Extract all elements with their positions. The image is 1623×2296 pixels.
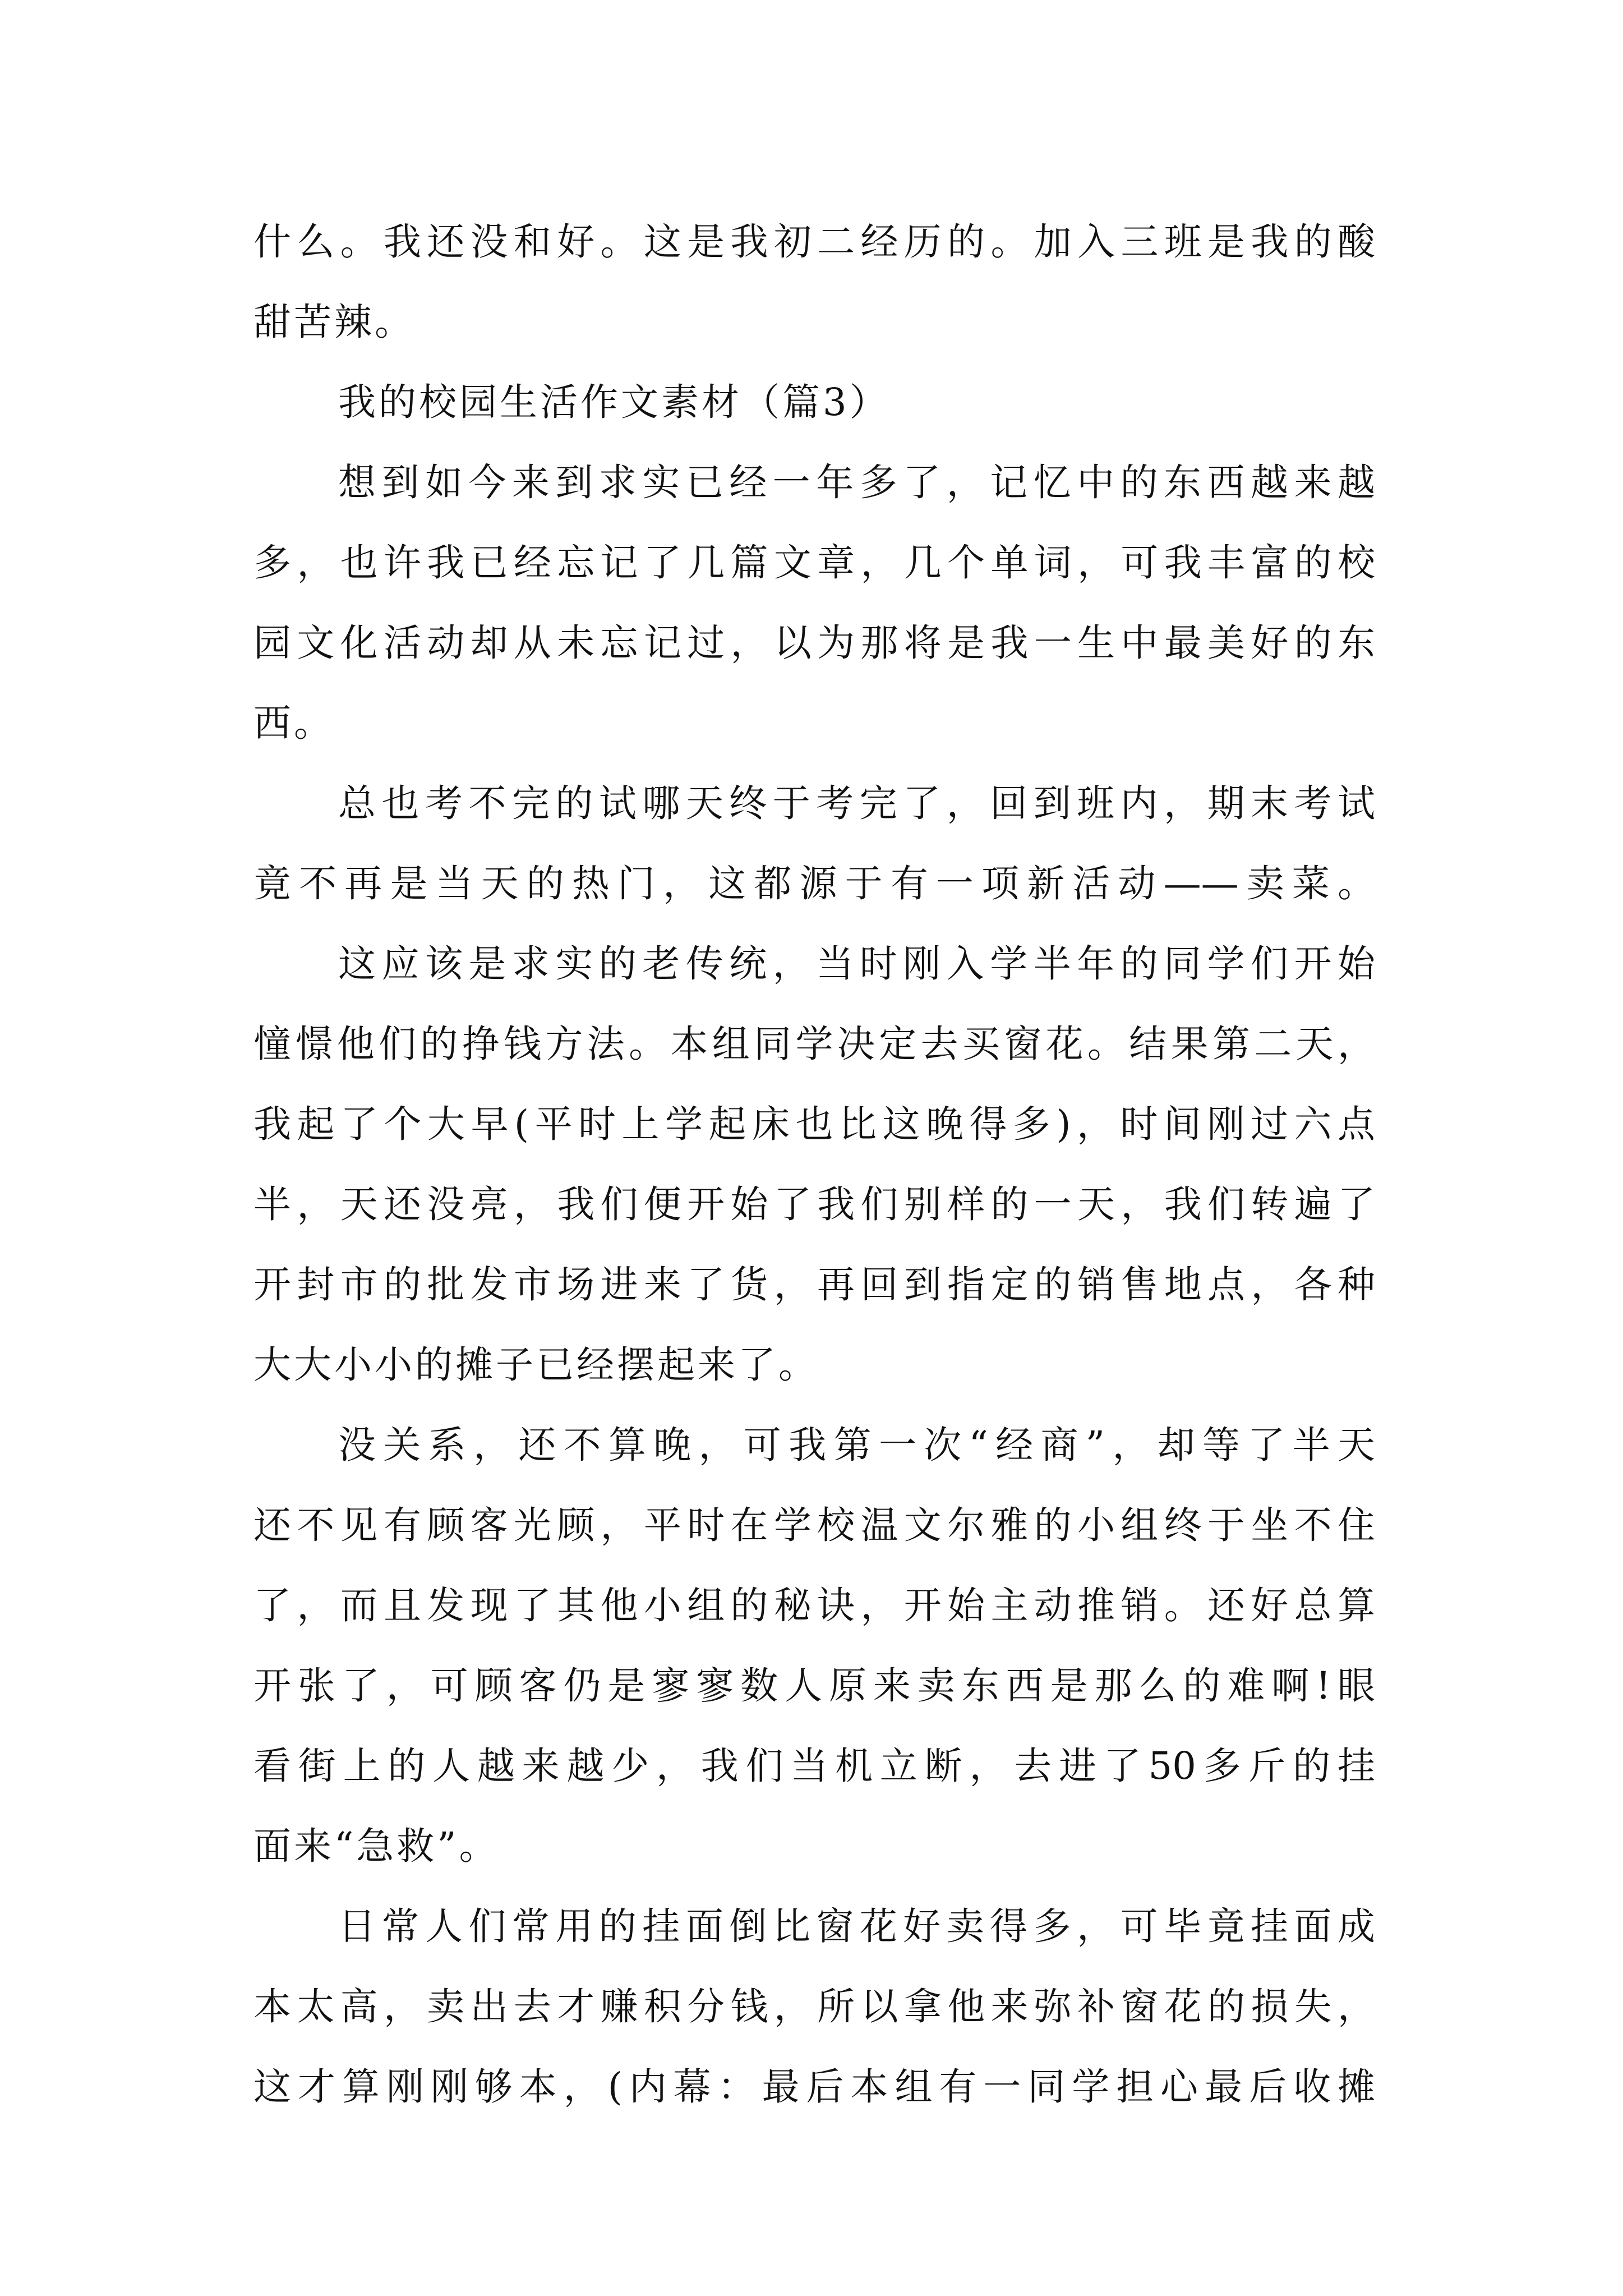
- text-line: 西。: [253, 701, 334, 745]
- text-line: 总也考不完的试哪天终于考完了，回到班内，期末考试: [338, 781, 1375, 825]
- section-heading: 我的校园生活作文素材（篇3）: [338, 380, 890, 424]
- text-line: 开张了，可顾客仍是寥寥数人原来卖东西是那么的难啊!眼: [253, 1664, 1375, 1708]
- text-line: 想到如今来到求实已经一年多了，记忆中的东西越来越: [338, 461, 1375, 504]
- text-line: 还不见有顾客光顾，平时在学校温文尔雅的小组终于坐不住: [253, 1503, 1375, 1547]
- text-line: 面来“急救”。: [253, 1824, 500, 1868]
- text-line: 看街上的人越来越少，我们当机立断，去进了50多斤的挂: [253, 1744, 1375, 1788]
- text-line: 了，而且发现了其他小组的秘诀，开始主动推销。还好总算: [253, 1584, 1375, 1627]
- text-line: 没关系，还不算晚，可我第一次“经商”，却等了半天: [338, 1423, 1375, 1467]
- text-line: 大大小小的摊子已经摆起来了。: [253, 1343, 819, 1387]
- text-line: 本太高，卖出去才赚积分钱，所以拿他来弥补窗花的损失，: [253, 1985, 1375, 2028]
- text-line: 我起了个大早(平时上学起床也比这晚得多)，时间刚过六点: [253, 1102, 1375, 1146]
- text-line: 开封市的批发市场进来了货，再回到指定的销售地点，各种: [253, 1263, 1375, 1306]
- text-line: 多，也许我已经忘记了几篇文章，几个单词，可我丰富的校: [253, 541, 1375, 585]
- text-line: 日常人们常用的挂面倒比窗花好卖得多，可毕竟挂面成: [338, 1904, 1375, 1948]
- text-line: 甜苦辣。: [253, 300, 415, 344]
- text-line: 这应该是求实的老传统，当时刚入学半年的同学们开始: [338, 942, 1375, 986]
- text-line: 半，天还没亮，我们便开始了我们别样的一天，我们转遍了: [253, 1182, 1375, 1226]
- text-line: 竟不再是当天的热门，这都源于有一项新活动——卖菜。: [253, 862, 1375, 905]
- text-line: 憧憬他们的挣钱方法。本组同学决定去买窗花。结果第二天，: [253, 1022, 1375, 1066]
- text-line: 这才算刚刚够本，(内幕：最后本组有一同学担心最后收摊: [253, 2065, 1375, 2109]
- text-line: 什么。我还没和好。这是我初二经历的。加入三班是我的酸: [253, 220, 1375, 264]
- text-line: 园文化活动却从未忘记过，以为那将是我一生中最美好的东: [253, 621, 1375, 665]
